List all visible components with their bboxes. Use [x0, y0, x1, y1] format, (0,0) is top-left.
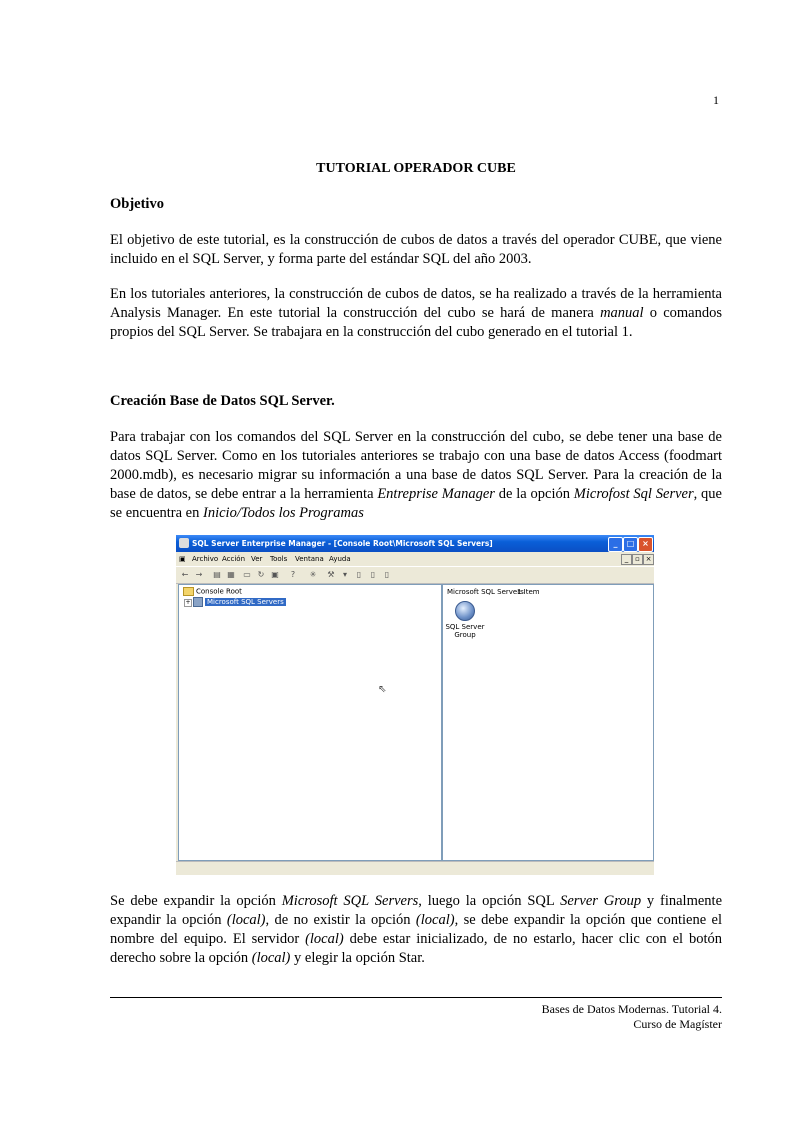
heading-creacion: Creación Base de Datos SQL Server. — [110, 393, 335, 409]
wizard-icon[interactable]: ⚒ — [327, 570, 335, 579]
forward-icon[interactable]: → — [195, 570, 203, 579]
sql-server-group-item[interactable]: SQL Server Group — [445, 601, 485, 639]
app-icon — [179, 538, 189, 548]
menu-accion[interactable]: Acción — [222, 555, 246, 563]
maximize-icon[interactable]: □ — [623, 537, 638, 552]
paragraph-tutoriales: En los tutoriales anteriores, la construcción de cubos de datos, se ha realizado a través de la herramienta Analysis Manager. En este tutorial la construcción del cubo se hará de manera manual o comandos propios del SQL Server. Se trabajara en la construcción del cubo generado en el tutorial 1. — [110, 286, 723, 340]
new-icon[interactable]: ✳ — [309, 570, 317, 579]
status-bar — [176, 861, 654, 876]
mdi-restore-icon[interactable]: ▫ — [632, 554, 643, 565]
menu-archivo[interactable]: Archivo — [192, 555, 219, 563]
toolbar — [176, 566, 654, 584]
heading-objetivo: Objetivo — [110, 196, 164, 212]
up-folder-icon[interactable]: ▤ — [213, 570, 221, 579]
close-icon[interactable]: × — [638, 537, 653, 552]
show-tree-icon[interactable]: ▦ — [227, 570, 235, 579]
menu-ayuda[interactable]: Ayuda — [329, 555, 351, 563]
refresh-icon[interactable]: ↻ — [257, 570, 265, 579]
paragraph-objetivo: El objetivo de este tutorial, es la construcción de cubos de datos a través del operador CUBE, que viene incluido en el SQL Server, y forma parte del estándar SQL del año 2003. — [110, 232, 722, 267]
properties-icon[interactable]: ▭ — [243, 570, 251, 579]
server-icon — [193, 597, 203, 607]
menu-bar — [176, 553, 654, 565]
footer-line-1: Bases de Datos Modernas. Tutorial 4. — [541, 1002, 722, 1016]
window-title: SQL Server Enterprise Manager - [Console Root\Microsoft SQL Servers] — [192, 539, 493, 548]
mouse-cursor-icon: ⇖ — [378, 684, 387, 695]
expand-icon[interactable]: + — [185, 599, 191, 606]
details-pane[interactable] — [442, 584, 654, 861]
footer-rule — [110, 997, 722, 998]
menu-tools[interactable]: Tools — [270, 555, 288, 563]
footer-line-2: Curso de Magíster — [633, 1017, 722, 1031]
export-icon[interactable]: ▣ — [271, 570, 279, 579]
window-titlebar — [176, 535, 654, 552]
mmc-icon: ▣ — [179, 555, 186, 563]
tree-item-sql-servers[interactable]: Microsoft SQL Servers — [193, 597, 286, 607]
document-title: TUTORIAL OPERADOR CUBE — [316, 161, 516, 176]
tree-item-console-root[interactable]: Console Root — [183, 587, 242, 596]
table-icon[interactable]: ▯ — [370, 570, 376, 579]
mdi-minimize-icon[interactable]: _ — [621, 554, 632, 565]
details-count: 1 Item — [517, 588, 540, 596]
details-header: Microsoft SQL Servers — [447, 588, 524, 596]
enterprise-manager-screenshot — [176, 535, 654, 875]
menu-ventana[interactable]: Ventana — [295, 555, 324, 563]
db-icon[interactable]: ▯ — [356, 570, 362, 579]
view-icon[interactable]: ▯ — [384, 570, 390, 579]
page-number: 1 — [713, 93, 719, 107]
paragraph-expandir: Se debe expandir la opción Microsoft SQL Servers, luego la opción SQL Server Group y finalmente expandir la opción (local), de no existir la opción (local), se debe expandir la opción que contiene el nombre del equipo. El servidor (local) debe estar inicializado, de no estarlo, hacer clic con el botón derecho sobre la opción (local) y elegir la opción Star. — [110, 893, 723, 966]
mdi-close-icon[interactable]: × — [643, 554, 654, 565]
tool-icon[interactable]: ▾ — [342, 570, 347, 579]
paragraph-creacion: Para trabajar con los comandos del SQL Server en la construcción del cubo, se debe tener una base de datos SQL Server. Como en los tutoriales anteriores se trabajo con una base de datos Access (foodmart 2000.mdb), es necesario migrar su información a una base de datos SQL Server. Para la creación de la base de datos, se debe entrar a la herramienta Entreprise Manager de la opción Microfost Sql Server, que se encuentra en Inicio/Todos los Programas — [110, 429, 722, 521]
minimize-icon[interactable]: _ — [608, 537, 623, 552]
tree-pane[interactable] — [178, 584, 442, 861]
back-icon[interactable]: ← — [181, 570, 189, 579]
help-icon[interactable]: ? — [290, 570, 296, 579]
server-group-icon — [455, 601, 475, 621]
menu-ver[interactable]: Ver — [251, 555, 263, 563]
folder-icon — [183, 587, 194, 596]
